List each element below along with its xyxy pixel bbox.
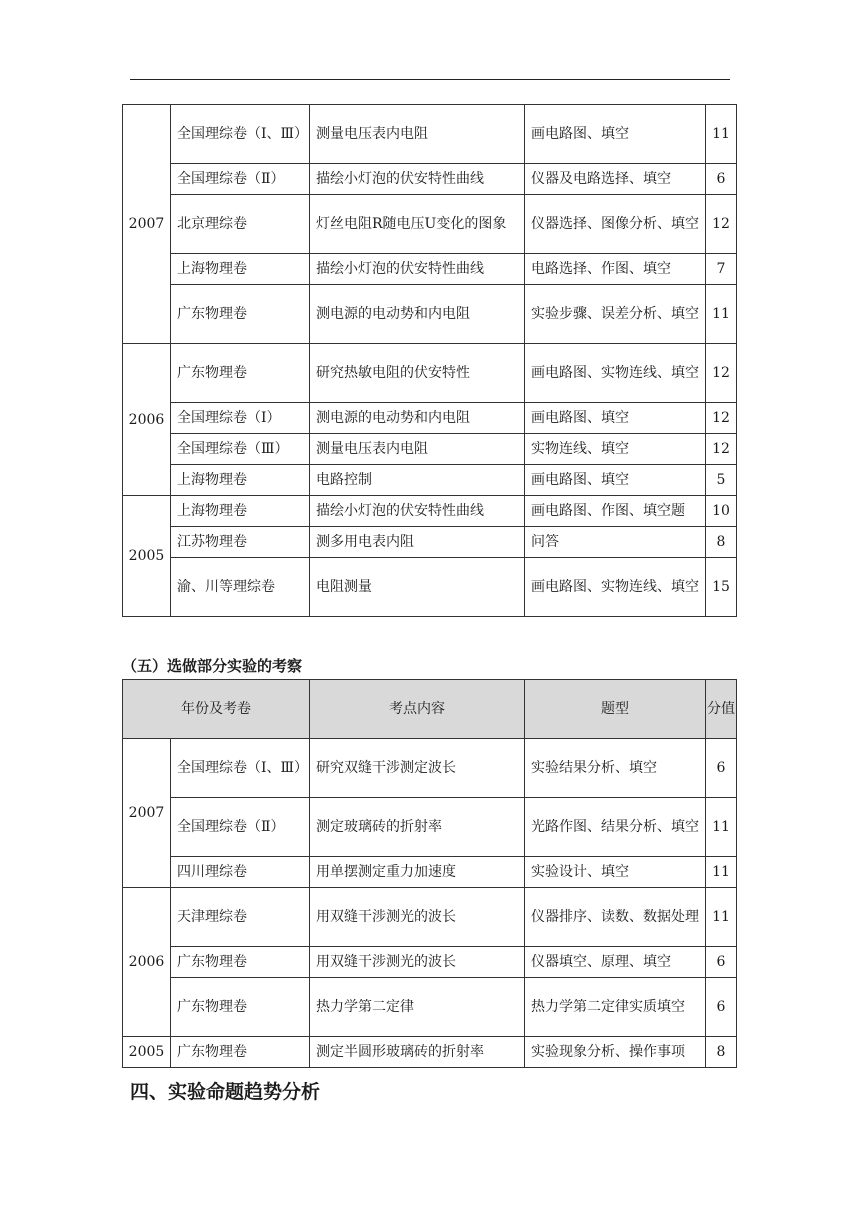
score-cell: 11 bbox=[706, 285, 737, 344]
score-cell: 12 bbox=[706, 344, 737, 403]
header-score: 分值 bbox=[706, 680, 737, 739]
content-cell: 描绘小灯泡的伏安特性曲线 bbox=[310, 496, 525, 527]
table-row bbox=[123, 285, 737, 344]
paper-cell: 广东物理卷 bbox=[171, 947, 310, 978]
type-cell: 热力学第二定律实质填空 bbox=[525, 978, 706, 1037]
type-cell: 画电路图、填空 bbox=[525, 465, 706, 496]
exam-table-electrical bbox=[122, 104, 737, 617]
section-heading: 四、实验命题趋势分析 bbox=[130, 1081, 321, 1103]
table-row bbox=[123, 857, 737, 888]
score-cell: 11 bbox=[706, 888, 737, 947]
table-row bbox=[123, 434, 737, 465]
content-cell: 用单摆测定重力加速度 bbox=[310, 857, 525, 888]
content-cell: 测电源的电动势和内电阻 bbox=[310, 285, 525, 344]
table-row bbox=[123, 496, 737, 527]
type-cell: 实物连线、填空 bbox=[525, 434, 706, 465]
paper-cell: 全国理综卷（Ⅱ） bbox=[171, 798, 310, 857]
type-cell: 电路选择、作图、填空 bbox=[525, 254, 706, 285]
content-cell: 描绘小灯泡的伏安特性曲线 bbox=[310, 254, 525, 285]
year-cell: 2007 bbox=[123, 739, 171, 888]
content-cell: 电阻测量 bbox=[310, 558, 525, 617]
type-cell: 仪器及电路选择、填空 bbox=[525, 164, 706, 195]
type-cell: 实验现象分析、操作事项 bbox=[525, 1037, 706, 1068]
table-row bbox=[123, 254, 737, 285]
type-cell: 画电路图、填空 bbox=[525, 105, 706, 164]
type-cell: 画电路图、作图、填空题 bbox=[525, 496, 706, 527]
score-cell: 11 bbox=[706, 105, 737, 164]
paper-cell: 渝、川等理综卷 bbox=[171, 558, 310, 617]
score-cell: 5 bbox=[706, 465, 737, 496]
paper-cell: 广东物理卷 bbox=[171, 1037, 310, 1068]
exam-table-optional bbox=[122, 679, 737, 1068]
paper-cell: 上海物理卷 bbox=[171, 496, 310, 527]
score-cell: 8 bbox=[706, 527, 737, 558]
table-row bbox=[123, 558, 737, 617]
paper-cell: 全国理综卷（Ⅲ） bbox=[171, 434, 310, 465]
score-cell: 12 bbox=[706, 403, 737, 434]
content-cell: 测定半圆形玻璃砖的折射率 bbox=[310, 1037, 525, 1068]
table-row bbox=[123, 978, 737, 1037]
paper-cell: 上海物理卷 bbox=[171, 465, 310, 496]
type-cell: 仪器排序、读数、数据处理 bbox=[525, 888, 706, 947]
content-cell: 研究双缝干涉测定波长 bbox=[310, 739, 525, 798]
score-cell: 12 bbox=[706, 195, 737, 254]
content-cell: 描绘小灯泡的伏安特性曲线 bbox=[310, 164, 525, 195]
type-cell: 仪器填空、原理、填空 bbox=[525, 947, 706, 978]
header-content: 考点内容 bbox=[310, 680, 525, 739]
score-cell: 7 bbox=[706, 254, 737, 285]
table-row bbox=[123, 164, 737, 195]
score-cell: 6 bbox=[706, 739, 737, 798]
content-cell: 测电源的电动势和内电阻 bbox=[310, 403, 525, 434]
type-cell: 问答 bbox=[525, 527, 706, 558]
paper-cell: 全国理综卷（Ⅰ、Ⅲ） bbox=[171, 739, 310, 798]
year-cell: 2005 bbox=[123, 496, 171, 617]
table-row bbox=[123, 195, 737, 254]
paper-cell: 广东物理卷 bbox=[171, 285, 310, 344]
table-header-row bbox=[123, 680, 737, 739]
score-cell: 15 bbox=[706, 558, 737, 617]
table-row bbox=[123, 739, 737, 798]
type-cell: 画电路图、实物连线、填空 bbox=[525, 558, 706, 617]
score-cell: 11 bbox=[706, 798, 737, 857]
header-year-paper: 年份及考卷 bbox=[123, 680, 310, 739]
paper-cell: 广东物理卷 bbox=[171, 344, 310, 403]
table-row bbox=[123, 465, 737, 496]
type-cell: 画电路图、填空 bbox=[525, 403, 706, 434]
paper-cell: 天津理综卷 bbox=[171, 888, 310, 947]
table-row bbox=[123, 403, 737, 434]
type-cell: 实验结果分析、填空 bbox=[525, 739, 706, 798]
content-cell: 热力学第二定律 bbox=[310, 978, 525, 1037]
table-row bbox=[123, 798, 737, 857]
table-row bbox=[123, 105, 737, 164]
type-cell: 实验设计、填空 bbox=[525, 857, 706, 888]
content-cell: 测多用电表内阻 bbox=[310, 527, 525, 558]
type-cell: 实验步骤、误差分析、填空 bbox=[525, 285, 706, 344]
paper-cell: 广东物理卷 bbox=[171, 978, 310, 1037]
subheading-optional-experiments: （五）选做部分实验的考察 bbox=[122, 657, 303, 675]
score-cell: 6 bbox=[706, 978, 737, 1037]
paper-cell: 四川理综卷 bbox=[171, 857, 310, 888]
score-cell: 6 bbox=[706, 164, 737, 195]
content-cell: 测定玻璃砖的折射率 bbox=[310, 798, 525, 857]
table-row bbox=[123, 1037, 737, 1068]
score-cell: 8 bbox=[706, 1037, 737, 1068]
content-cell: 电路控制 bbox=[310, 465, 525, 496]
content-cell: 测量电压表内电阻 bbox=[310, 434, 525, 465]
paper-cell: 全国理综卷（Ⅱ） bbox=[171, 164, 310, 195]
year-cell: 2005 bbox=[123, 1037, 171, 1068]
paper-cell: 北京理综卷 bbox=[171, 195, 310, 254]
type-cell: 仪器选择、图像分析、填空 bbox=[525, 195, 706, 254]
paper-cell: 全国理综卷（Ⅰ） bbox=[171, 403, 310, 434]
header-rule bbox=[130, 79, 730, 80]
content-cell: 测量电压表内电阻 bbox=[310, 105, 525, 164]
paper-cell: 江苏物理卷 bbox=[171, 527, 310, 558]
paper-cell: 全国理综卷（Ⅰ、Ⅲ） bbox=[171, 105, 310, 164]
table-row bbox=[123, 947, 737, 978]
type-cell: 画电路图、实物连线、填空 bbox=[525, 344, 706, 403]
year-cell: 2006 bbox=[123, 888, 171, 1037]
content-cell: 用双缝干涉测光的波长 bbox=[310, 947, 525, 978]
year-cell: 2006 bbox=[123, 344, 171, 496]
table-row bbox=[123, 527, 737, 558]
year-cell: 2007 bbox=[123, 105, 171, 344]
content-cell: 研究热敏电阻的伏安特性 bbox=[310, 344, 525, 403]
header-type: 题型 bbox=[525, 680, 706, 739]
content-cell: 灯丝电阻R随电压U变化的图象 bbox=[310, 195, 525, 254]
table-row bbox=[123, 344, 737, 403]
content-cell: 用双缝干涉测光的波长 bbox=[310, 888, 525, 947]
type-cell: 光路作图、结果分析、填空 bbox=[525, 798, 706, 857]
score-cell: 11 bbox=[706, 857, 737, 888]
score-cell: 12 bbox=[706, 434, 737, 465]
score-cell: 6 bbox=[706, 947, 737, 978]
paper-cell: 上海物理卷 bbox=[171, 254, 310, 285]
table-row bbox=[123, 888, 737, 947]
score-cell: 10 bbox=[706, 496, 737, 527]
